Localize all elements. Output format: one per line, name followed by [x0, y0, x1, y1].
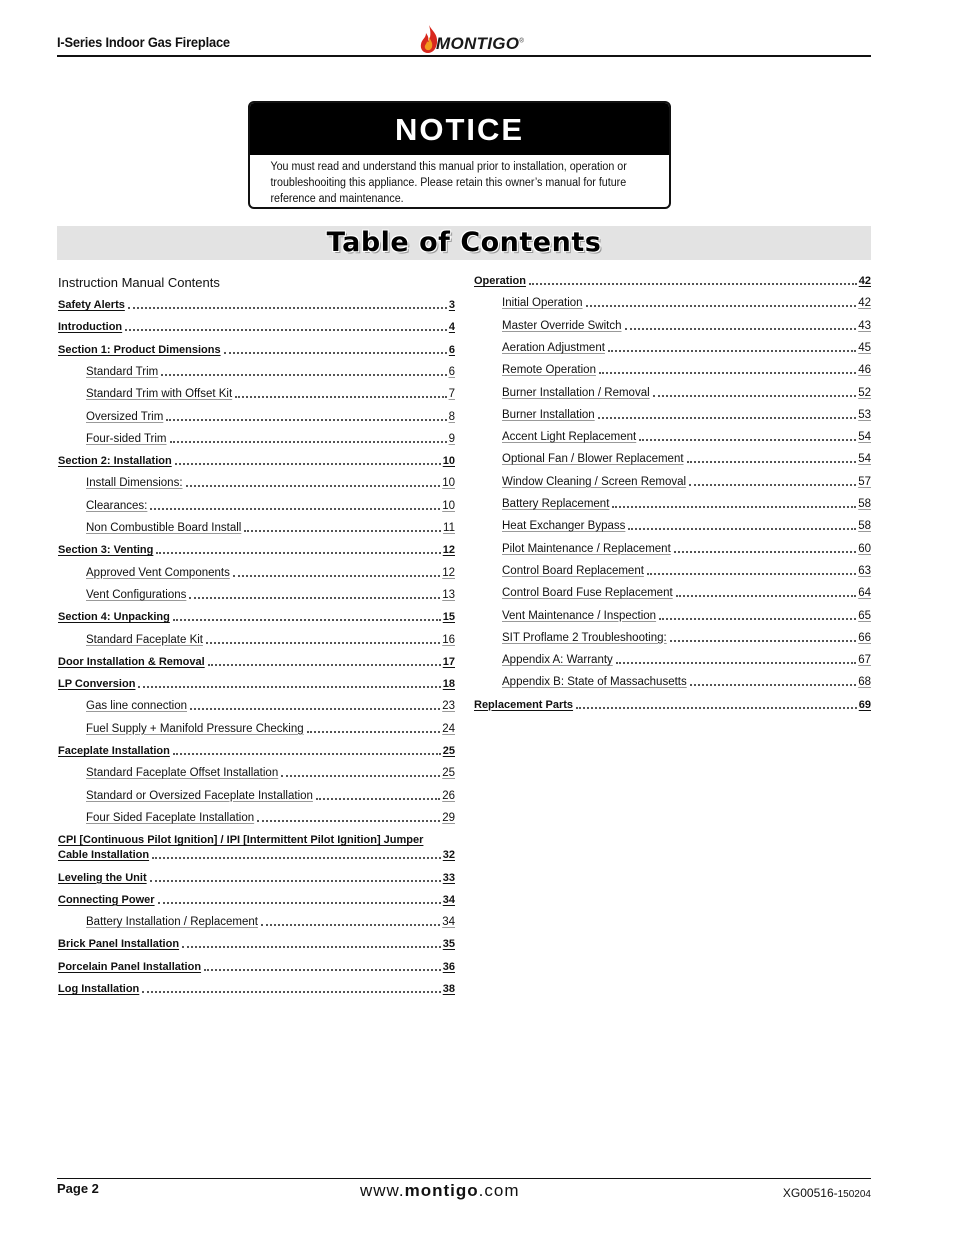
toc-entry-label: Appendix B: State of Massachusetts [502, 676, 687, 689]
toc-entry[interactable] [474, 698, 871, 712]
dot-leader [261, 924, 440, 926]
toc-entry-page: 32 [442, 849, 455, 862]
dot-leader [182, 946, 441, 948]
toc-entry-page: 36 [442, 960, 455, 973]
toc-entry[interactable] [58, 543, 455, 557]
dot-leader [173, 619, 441, 621]
toc-entry[interactable] [86, 566, 455, 580]
toc-entry-label: Log Installation [58, 983, 140, 995]
toc-entry-page: 25 [442, 767, 455, 780]
montigo-logo [418, 24, 524, 54]
toc-entry-label: Oversized Trim [86, 410, 164, 423]
toc-entry-label: Burner Installation [502, 408, 595, 421]
toc-entry-page: 24 [442, 722, 455, 735]
toc-entry[interactable] [502, 408, 871, 422]
toc-entry-page: 45 [858, 341, 871, 354]
toc-entry[interactable] [86, 410, 455, 424]
dot-leader [233, 575, 440, 577]
toc-entry[interactable] [502, 363, 871, 377]
dot-leader [616, 662, 856, 664]
toc-entry-label: SIT Proflame 2 Troubleshooting: [502, 631, 667, 644]
toc-entry-page: 29 [442, 811, 455, 824]
toc-entry-label: Cable Installation [58, 849, 150, 862]
toc-entry[interactable] [502, 475, 871, 489]
toc-entry[interactable] [86, 365, 455, 379]
toc-entry-label: Door Installation & Removal [58, 655, 205, 668]
dot-leader [599, 372, 856, 374]
toc-entry-page: 69 [858, 698, 871, 711]
toc-entry-label: Install Dimensions: [86, 477, 183, 490]
toc-entry[interactable] [502, 341, 871, 355]
dot-leader [257, 820, 440, 822]
toc-entry-page: 60 [858, 542, 871, 555]
dot-leader [156, 552, 440, 554]
toc-entry-page: 33 [442, 871, 455, 884]
toc-entry[interactable] [86, 499, 455, 513]
notice-heading: NOTICE [250, 103, 669, 155]
toc-entry-label: Aeration Adjustment [502, 341, 605, 354]
toc-entry[interactable] [502, 609, 871, 623]
toc-entry-page: 64 [858, 587, 871, 600]
dot-leader [307, 731, 441, 733]
toc-entry-label: Appendix A: Warranty [502, 654, 613, 667]
toc-entry-page: 35 [442, 938, 455, 951]
toc-entry-page: 6 [448, 343, 455, 356]
toc-entry-label: Standard Faceplate Kit [86, 633, 203, 646]
toc-entry[interactable] [58, 848, 455, 862]
toc-entry[interactable] [58, 454, 455, 468]
dot-leader [628, 528, 856, 530]
toc-entry-label: Introduction [58, 321, 123, 334]
dot-leader [128, 307, 447, 309]
dot-leader [204, 969, 441, 971]
dot-leader [529, 283, 857, 285]
toc-entry-page: 68 [858, 676, 871, 689]
dot-leader [190, 708, 440, 710]
dot-leader [676, 595, 857, 597]
toc-entry-page: 10 [442, 455, 455, 468]
toc-entry[interactable] [86, 432, 455, 446]
dot-leader [281, 775, 440, 777]
toc-entry-label: Gas line connection [86, 700, 188, 713]
toc-entry-label: LP Conversion [58, 678, 136, 691]
toc-entry[interactable] [502, 631, 871, 645]
dot-leader [687, 461, 857, 463]
toc-entry-page: 10 [442, 499, 455, 512]
toc-entry-label: Four Sided Faceplate Installation [86, 811, 255, 824]
toc-entry-page: 54 [858, 453, 871, 466]
toc-entry-label: Replacement Parts [474, 698, 574, 711]
dot-leader [208, 664, 441, 666]
toc-entry-page: 65 [858, 609, 871, 622]
toc-entry-page: 6 [448, 365, 455, 378]
toc-entry-label: Master Override Switch [502, 319, 622, 332]
toc-entry-label: Heat Exchanger Bypass [502, 520, 626, 533]
dot-leader [653, 395, 857, 397]
toc-entry[interactable] [58, 298, 455, 312]
dot-leader [173, 753, 441, 755]
dot-leader [224, 352, 447, 354]
toc-entry[interactable] [86, 789, 455, 803]
toc-entry[interactable] [58, 960, 455, 974]
toc-entry[interactable] [58, 982, 455, 996]
dot-leader [586, 305, 857, 307]
toc-entry-label: Standard Trim [86, 365, 159, 378]
footer-doc-code: XG00516-150204 [782, 1186, 871, 1200]
toc-entry-label: Section 1: Product Dimensions [58, 343, 221, 356]
toc-entry-page: 17 [442, 655, 455, 668]
toc-entry-page: 46 [858, 364, 871, 377]
toc-entry-page: 15 [442, 611, 455, 624]
header-divider [57, 55, 871, 57]
dot-leader [674, 551, 856, 553]
dot-leader [166, 419, 446, 421]
toc-entry-line [58, 833, 455, 847]
toc-entry-page: 8 [448, 410, 455, 423]
toc-entry[interactable] [86, 766, 455, 780]
toc-entry-label: CPI [Continuous Pilot Ignition] / IPI [Intermittent Pilot Ignition] Jumper [58, 834, 424, 847]
toc-entry-page: 54 [858, 431, 871, 444]
toc-entry[interactable] [502, 319, 871, 333]
toc-entry[interactable] [86, 588, 455, 602]
dot-leader [576, 707, 857, 709]
dot-leader [138, 686, 440, 688]
toc-entry-label: Optional Fan / Blower Replacement [502, 453, 684, 466]
toc-entry[interactable] [58, 893, 455, 907]
toc-entry[interactable] [502, 519, 871, 533]
dot-leader [670, 640, 856, 642]
toc-entry-label: Burner Installation / Removal [502, 386, 650, 399]
toc-entry[interactable] [502, 675, 871, 689]
toc-entry[interactable] [502, 430, 871, 444]
toc-entry[interactable] [58, 937, 455, 951]
toc-entry-label: Standard Faceplate Offset Installation [86, 767, 279, 780]
dot-leader [689, 484, 856, 486]
dot-leader [125, 329, 447, 331]
footer-website[interactable]: www.montigo.com [360, 1181, 520, 1200]
toc-entry-label: Porcelain Panel Installation [58, 960, 202, 973]
notice-box [248, 101, 671, 209]
toc-entry[interactable] [502, 564, 871, 578]
toc-entry-page: 23 [442, 700, 455, 713]
toc-entry-page: 4 [448, 321, 455, 334]
toc-entry-label: Connecting Power [58, 893, 155, 906]
toc-entry-page: 11 [443, 522, 455, 534]
toc-entry-label: Control Board Fuse Replacement [502, 587, 673, 600]
dot-leader [150, 880, 441, 882]
toc-entry-page: 67 [858, 654, 871, 667]
toc-entry-label: Window Cleaning / Screen Removal [502, 475, 687, 488]
toc-entry-label: Leveling the Unit [58, 871, 147, 884]
dot-leader [142, 991, 440, 993]
toc-entry-label: Control Board Replacement [502, 564, 644, 577]
dot-leader [690, 684, 856, 686]
toc-entry-page: 57 [858, 475, 871, 488]
toc-entry-label: Section 3: Venting [58, 544, 154, 557]
toc-entry-page: 7 [448, 388, 455, 401]
toc-entry[interactable] [86, 699, 455, 713]
toc-entry-page: 18 [442, 678, 455, 691]
toc-entry-label: Vent Configurations [86, 588, 187, 601]
toc-entry[interactable] [502, 586, 871, 600]
toc-entry-label: Accent Light Replacement [502, 431, 637, 444]
toc-entry-label: Operation [474, 275, 526, 287]
toc-entry[interactable] [502, 653, 871, 667]
toc-entry[interactable] [86, 811, 455, 825]
dot-leader [170, 441, 447, 443]
toc-entry-page: 66 [858, 631, 871, 644]
toc-entry-page: 3 [448, 299, 455, 311]
toc-entry-label: Vent Maintenance / Inspection [502, 609, 657, 622]
logo-wordmark: MONTIGO® [436, 34, 525, 53]
toc-entry-label: Four-sided Trim [86, 432, 167, 445]
toc-entry-label: Battery Installation / Replacement [86, 916, 258, 929]
toc-entry-label: Standard or Oversized Faceplate Installation [86, 789, 313, 802]
toc-entry[interactable] [58, 343, 455, 357]
toc-entry[interactable] [502, 452, 871, 466]
toc-entry[interactable] [58, 871, 455, 885]
toc-entry-label: Section 4: Unpacking [58, 611, 170, 624]
toc-entry-label: Approved Vent Components [86, 566, 230, 579]
dot-leader [316, 798, 440, 800]
toc-entry[interactable] [58, 655, 455, 669]
dot-leader [625, 328, 857, 330]
toc-entry-label: Fuel Supply + Manifold Pressure Checking [86, 722, 304, 735]
dot-leader [647, 573, 856, 575]
toc-entry-label: Section 2: Installation [58, 455, 172, 468]
toc-entry-page: 38 [442, 983, 455, 995]
notice-body: You must read and understand this manual prior to installation, operation or troubleshooiting this appliance. Please retain this owner’s manual for future reference and maintenance. [270, 161, 627, 205]
toc-entry[interactable] [86, 387, 455, 401]
toc-entry[interactable] [86, 633, 455, 647]
toc-entry[interactable] [502, 497, 871, 511]
dot-leader [235, 396, 446, 398]
dot-leader [639, 439, 856, 441]
toc-subheading: Instruction Manual Contents [58, 275, 220, 290]
footer-divider [57, 1178, 871, 1179]
toc-entry-label: Battery Replacement [502, 498, 610, 510]
toc-entry[interactable] [502, 296, 871, 310]
toc-entry-page: 25 [442, 745, 455, 757]
toc-entry-page: 42 [858, 275, 871, 287]
dot-leader [150, 508, 440, 510]
dot-leader [598, 417, 857, 419]
dot-leader [608, 350, 856, 352]
toc-entry-page: 42 [858, 297, 871, 310]
toc-entry-page: 16 [442, 633, 455, 646]
toc-title: Table of Contents [326, 227, 602, 258]
dot-leader [189, 597, 440, 599]
toc-entry[interactable] [86, 722, 455, 736]
dot-leader [206, 642, 440, 644]
toc-entry-label: Brick Panel Installation [58, 938, 180, 951]
toc-entry-page: 43 [858, 319, 871, 332]
toc-entry-page: 58 [858, 520, 871, 533]
toc-entry-page: 26 [442, 789, 455, 802]
toc-entry-label: Initial Operation [502, 297, 583, 310]
toc-entry-page: 13 [442, 588, 455, 601]
dot-leader [186, 485, 441, 487]
toc-entry[interactable] [58, 610, 455, 624]
toc-entry-page: 9 [448, 432, 455, 445]
toc-entry[interactable] [58, 744, 455, 758]
toc-entry-page: 58 [858, 498, 871, 510]
toc-entry[interactable] [86, 476, 455, 490]
toc-entry[interactable] [86, 521, 455, 535]
header-title: I-Series Indoor Gas Fireplace [57, 34, 230, 50]
toc-entry-page: 52 [858, 386, 871, 399]
toc-entry-label: Non Combustible Board Install [86, 522, 242, 534]
toc-entry-label: Clearances: [86, 499, 148, 512]
toc-entry-page: 63 [858, 564, 871, 577]
dot-leader [244, 530, 441, 532]
toc-entry-page: 12 [442, 566, 455, 579]
toc-entry-label: Faceplate Installation [58, 745, 170, 757]
toc-entry[interactable] [474, 274, 871, 288]
dot-leader [659, 618, 856, 620]
toc-entry-label: Pilot Maintenance / Replacement [502, 542, 671, 555]
toc-entry-label: Safety Alerts [58, 299, 125, 311]
toc-entry-label: Remote Operation [502, 364, 596, 377]
toc-entry-page: 34 [442, 893, 455, 906]
toc-entry[interactable] [502, 386, 871, 400]
dot-leader [161, 374, 446, 376]
toc-entry-page: 53 [858, 408, 871, 421]
toc-entry[interactable] [502, 542, 871, 556]
dot-leader [612, 506, 856, 508]
toc-entry-page: 10 [442, 477, 455, 490]
dot-leader [152, 857, 441, 859]
toc-entry-page: 12 [442, 544, 455, 557]
toc-entry[interactable] [58, 320, 455, 334]
dot-leader [158, 902, 441, 904]
toc-entry-page: 34 [442, 916, 455, 929]
toc-entry[interactable] [58, 677, 455, 691]
footer-page-number: Page 2 [57, 1181, 99, 1196]
toc-entry[interactable] [86, 915, 455, 929]
dot-leader [175, 463, 441, 465]
toc-entry-label: Standard Trim with Offset Kit [86, 388, 233, 401]
toc-banner [57, 226, 871, 260]
